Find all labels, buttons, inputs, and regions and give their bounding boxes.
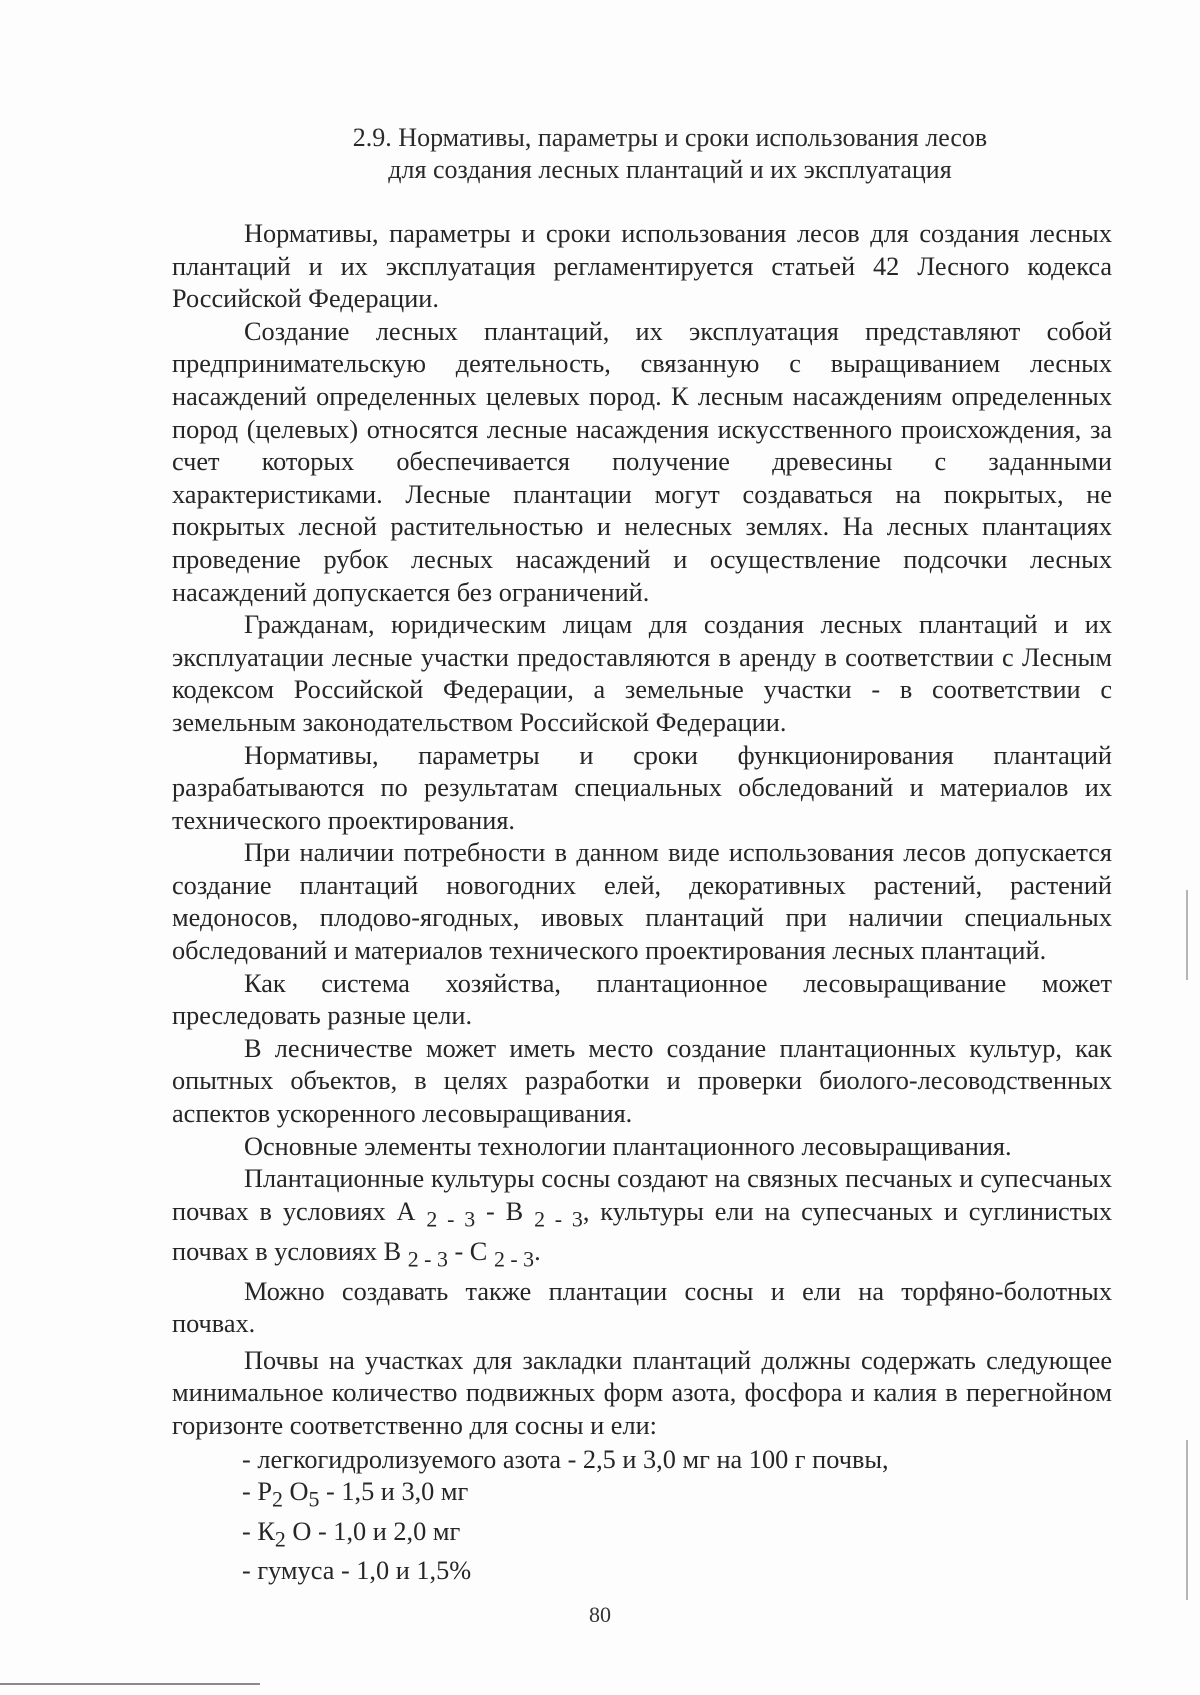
scan-edge-mark [1186, 890, 1188, 980]
heading-line-1: 2.9. Нормативы, параметры и сроки использования лесов [352, 123, 988, 152]
list-item-humus: - гумуса - 1,0 и 1,5% [242, 1555, 472, 1585]
paragraph-soil-conditions: Плантационные культуры сосны создают на связных песчаных и супесчаных почвах в условиях А $_{2 - 3}$ - В $_{2 - 3}$, культуры ели на супесчаных и суглинистых почвах в условиях В $_{2 - 3}$ - С $_{2 - 3}$. [172, 1164, 1113, 1271]
paragraph-goals: Как система хозяйства, плантационное лесовыращивание может преследовать разные цели. [172, 968, 1112, 1031]
list-item-phosphorus: - $Р_2$ $О_5 - 1,5$ и 3,0 мг [242, 1477, 469, 1512]
paragraph-experimental: В лесничестве может иметь место создание плантационных культур, как опытных объектов, в целях разработки и проверки биолого-лесоводственных аспектов ускоренного лесовыращивания. [172, 1033, 1112, 1129]
heading-line-2: для создания лесных плантаций и их эксплуатация [388, 155, 952, 184]
paragraph-legal-basis: Нормативы, параметры и сроки использования лесов для создания лесных плантаций и их эксплуатация регламентируется статьей 42 Лесного кодекса Российской Федерации. [172, 219, 1112, 314]
document-body [172, 218, 1112, 1587]
paragraph-plantation-definition: Создание лесных плантаций, их эксплуатация представляют собой предпринимательскую деятельность, связанную с выращиванием лесных насаждений определенных целевых пород. К лесным насаждениям определенных пород (целевых) относятся лесные насаждения искусственного происхождения, за счет которых обеспечивается получение древесины с заданными характеристиками. Лесные плантации могут создаваться на покрытых, не покрытых лесной растительностью и нелесных землях. На лесных плантациях проведение рубок лесных насаждений и осуществление подсочки лесных насаждений допускается без ограничений. [172, 316, 1112, 607]
list-item-potassium: - $К_2$ О - 1,0 и 2,0 мг [242, 1516, 461, 1551]
section-heading [250, 122, 1090, 186]
paragraph-special-plantations: При наличии потребности в данном виде использования лесов допускается создание плантаций новогодних елей, декоративных растений, растений медоносов, плодово-ягодных, ивовых плантаций при наличии специальных обследований и материалов технического проектирования лесных плантаций. [172, 838, 1112, 966]
paragraph-technology: Основные элементы технологии плантационного лесовыращивания. [244, 1131, 1012, 1161]
paragraph-lease: Гражданам, юридическим лицам для создания лесных плантаций и их эксплуатации лесные участки предоставляются в аренду в соответствии с Лесным кодексом Российской Федерации, а земельные участки - в соответствии с земельным законодательством Российской Федерации. [172, 610, 1112, 737]
page-number: 80 [589, 1602, 611, 1627]
paragraph-norms: Нормативы, параметры и сроки функционирования плантаций разрабатываются по результатам специальных обследований и материалов их технического проектирования. [172, 740, 1112, 835]
paragraph-peat-soils: Можно создавать также плантации сосны и ели на торфяно-болотных почвах. [172, 1276, 1112, 1339]
nutrient-list [172, 1444, 1112, 1587]
scan-bottom-edge [0, 1683, 260, 1685]
list-item-nitrogen: - легкогидролизуемого азота - 2,5 и 3,0 мг на 100 г почвы, [242, 1445, 889, 1475]
paragraph-nutrients: Почвы на участках для закладки плантаций должны содержать следующее минимальное количество подвижных форм азота, фосфора и калия в перегнойном горизонте соответственно для сосны и ели: [172, 1345, 1112, 1440]
scan-edge-mark [1186, 1440, 1188, 1600]
